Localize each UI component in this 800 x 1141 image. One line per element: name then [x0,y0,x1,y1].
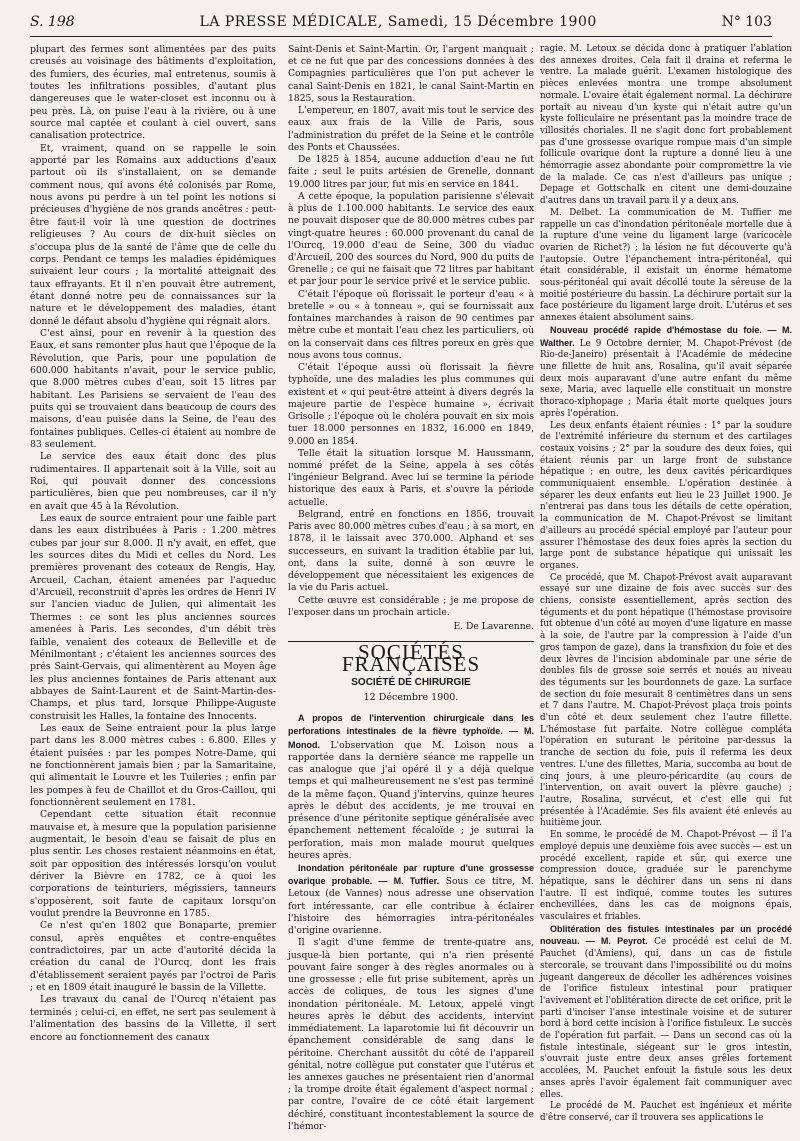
paragraph: plupart des fermes sont alimentées par des puits creusés au voisinage des bâtiments d'exploitation, des fumiers, des écuries, mal entretenus, soumis à toutes les infiltrations possibles, d'autant plus dangereuses que le water-closet est inconnu ou à peu près. Là, on puise l'eau à la rivière, ou à une source mal captée et coulant à ciel ouvert, sans canalisation protectrice. [30,44,276,142]
column-3 [540,44,792,1125]
paragraph: C'était l'époque où florissait le porteur d'eau « à bretelle » ou « à tonneau », qui se fournissait aux fontaines marchandes à raison de 90 centimes par mètre cube et montait l'eau chez les particuliers, où on la conservait dans ces filtres poreux en grès que nous avons tous connus. [288,288,534,361]
column-1 [30,44,276,1044]
paragraph: Il s'agit d'une femme de trente-quatre ans, jusque-là bien portante, qui n'a rien présenté pouvant faire songer à des règles anormales ou à une grossesse ; elle fut prise subitement, après un accès de coliques, de tous les signes d'une inondation péritonéale. M. Letoux, appelé vingt heures après le début des accidents, intervint immédiatement. La laparotomie lui fit découvrir un épanchement considérable de sang dans le péritoine. Cherchant aussitôt du côté de l'appareil génital, notre collègue put constater que l'utérus et les annexes gauches ne présentaient rien d'anormal ; la trompe droite était également d'aspect normal ; par contre, l'ovaire de ce côté était largement déchiré, constituant incontestablement la source de l'hémor- [288,937,534,1132]
article-title: Oblitération des fistules intestinales par un procédé nouveau. — M. Peyrot. [540,923,792,947]
article-paragraph [540,924,792,1102]
paragraph: Cette œuvre est considérable ; je me propose de l'exposer dans un prochain article. [288,594,534,618]
paragraph: Et, vraiment, quand on se rappelle le soin apporté par les Romains aux adductions d'eaux partout où ils s'installaient, on se demande comment nous, qui avons été colonisés par Rome, nous avons pu perdre à un tel point les notions si précieuses d'hygiène de nos grands ancêtres : peut-être faut-il voir là une question de doctrines religieuses ? Au cours de dix-huit siècles on s'occupa plus de la santé de l'âme que de celle du corps. Pendant ce temps les maladies épidémiques suivaient leur cours ; la mortalité atteignait des taux effrayants. Et il n'en pouvait être autrement, étant donné notre peu de connaissances sur la nature et le développement des maladies, étant donné le défaut absolu d'hygiène qui régnait alors. [30,142,276,327]
paragraph: Les eaux de source entraient pour une faible part dans les eaux distribuées à Paris : 1.200 mètres cubes par jour sur 8.000. Il n'y avait, en effet, que les sources dites du Midi et celles du Nord. Les premières provenant des coteaux de Rengis, Hay, Arcueil, Cachan, étaient amenées par l'aqueduc d'Arcueil, reconstruit d'après les ordres de Henri IV sur l'ancien viaduc de Julien, qui alimentait les Thermes : ce sont les plus anciennes sources amenées à Paris. Les secondes, d'un débit très faible, venaient des coteaux de Belleville et de Ménilmontant ; c'étaient les anciennes sources des prés Saint-Gervais, qui alimentèrent au Moyen âge les plus anciennes fontaines de Paris attenant aux abbayes de Saint-Laurent et de Saint-Martin-des-Champs, et plus tard, lorsque Philippe-Auguste construisit les Halles, la fontaine des Innocents. [30,513,276,722]
paragraph: Ce n'est qu'en 1802 que Bonaparte, premier consul, après enquêtes et contre-enquêtes contradictoires, par un acte d'autorité décida la création du canal de l'Ourcq, dont les frais d'établissement seraient payés par l'octroi de Paris ; et en 1809 était inauguré le bassin de la Villette. [30,920,276,994]
section-heading: SOCIÉTÉS FRANÇAISES [341,640,481,677]
page-number: S. 198 [30,14,75,30]
paragraph: Belgrand, entré en fonctions en 1856, trouvait Paris avec 80.000 mètres cubes d'eau ; à sa mort, en 1878, il le laissait avec 370.000. Alphand et ses successeurs, en suivant la tradition établie par lui, ont, dans la suite, donné à son œuvre le développement que nécessitaient les exigences de la vie du Paris actuel. [288,508,534,594]
paragraph: Le procédé de M. Pauchet est ingénieux et mérite d'être conservé, car il trouvera ses applications le [540,1101,792,1123]
session-date: 12 Décembre 1900. [363,691,459,703]
paragraph: Saint-Denis et Saint-Martin. Or, l'argent manquait ; et ce ne fut que par des concessions données à des Compagnies particulières que l'on put achever le canal Saint-Denis en 1821, le canal Saint-Martin en 1825, sous la Restauration. [288,44,534,104]
journal-title: LA PRESSE MÉDICALE, Samedi, 15 Décembre 1900 [199,14,597,30]
article-text: Sous ce titre, M. Letoux (de Vannes) nous adresse une observation fort intéressante, car elle contribue à éclairer l'histoire des hémorragies intra-péritonéales d'origine ovarienne. [288,876,534,937]
article-title: A propos de l'intervention chirurgicale dans les perforations intestinales de la fièvre typhoïde. — M. Monod. [288,713,534,750]
article-paragraph [540,325,792,421]
paragraph: Les travaux du canal de l'Ourcq n'étaient pas terminés ; celui-ci, en effet, ne sert pas seulement à l'alimentation des bassins de la Villette, il sert encore au fonctionnement des canaux [30,994,276,1043]
paragraph: L'empereur, en 1807, avait mis tout le service des eaux aux frais de la Ville de Paris, sous l'administration du préfet de la Seine et le contrôle des Ponts et Chaussées. [288,105,534,153]
article-text: Ce procédé est celui de M. Pauchet (d'Amiens), qui, dans un cas de fistule stercorale, se trouvant dans l'impossibilité ou du moins jugeant dangereux de décoller les adhérences voisines de l'orifice fistuleux intestinal pour pratiquer l'avivement et l'oblitération directe de cet orifice, prit le parti d'inciser l'anse intestinale voisine et de suturer bord à bord cette incision à l'orifice fistuleux. Le succès de l'opération fut parfait. — Dans un second cas où la fistule intestinale, siégeant sur le gros intestin, s'ouvrait juste entre deux anses grêles fortement accolées, M. Pauchet enfouit la fistule sous les deux anses après l'avoir également fait communiquer avec elles. [540,937,792,1100]
paragraph: Ce procédé, que M. Chapot-Prévost avait auparavant essayé sur une dizaine de fois avec succès sur des chiens, consiste essentiellement, après section des téguments et du pont hépatique (l'hémostase provisoire fut obtenue d'un côté au moyen d'une ligature en masse à la soie, de l'autre par la compression à l'aide d'un gros tampon de gaze), dans la transfixion du foie et des deux lèvres de l'incision abdominale par une série de doubles fils de grosse soie serrés et noués au niveau des téguments sur les bourdonnets de gaze. La surface de section du foie mesurait 8 centimètres dans un sens et 7 dans l'autre. M. Chapot-Prévost plaça trois points d'un côté et deux seulement chez l'autre fillette. L'hémostase fut parfaite. Notre collègue compléta l'opération en suturant le péritoine par-dessus la tranche de section du foie, puis il referma les deux ventres. L'une des fillettes, Maria, succomba au bout de cinq jours, à une pleuro-péricardite (au cours de l'intervention, on avait ouvert la plèvre gauche) ; l'autre, Rosalina, survécut, et c'est elle qui fut présentée à l'Académie. Ses fils avaient été enlevés au huitième jour. [540,572,792,829]
society-name: SOCIÉTÉ DE CHIRURGIE [351,676,471,688]
paragraph: En somme, le procédé de M. Chapot-Prévost — il l'a employé depuis une deuxième fois avec succès — est un procédé excellent, rapide et sûr, qui exerce une compression douce, graduée sur le parenchyme hépatique, sans le déchirer dans un sens ni dans l'autre. Il est indiqué, comme toutes les sutures enchevillées, dans les cas de moignons épais, vasculaires et friables. [540,830,792,923]
article-paragraph [288,712,534,862]
paragraph: M. Delbet. La communication de M. Tuffier me rappelle un cas d'inondation péritonéale mortelle due à la rupture d'une veine du ligament large (varicocèle ovarien de Richet?) ; la lésion ne fut découverte qu'à l'autopsie. Outre l'épanchement intra-péritonéal, qui était considérable, il existait un énorme hématome sous-péritonéal qui avait décollé toute la séreuse de la moitié postérieure du bassin. La déchirure portait sur la face postérieure du ligament large droit. L'utérus et ses annexes étaient absolument sains. [540,207,792,324]
paragraph: ragie. M. Letoux se décida donc à pratiquer l'ablation des annexes droites. Cela fait il draina et referma le ventre. La malade guérit. L'examen histologique des pièces enlevées montra une trompe absolument normale. L'ovaire était également normal. La déchirure portait au niveau d'un kyste qui n'était autre qu'un kyste folliculaire ne présentant pas la moindre trace de villosités choriales. Il ne s'agit donc fort probablement pas d'une grossesse ovarique rompue mais d'un simple follicule ovarique dont la rupture a donné lieu à une hémorragie assez abondante pour compromettre la vie de la malade. Ce cas n'est d'ailleurs pas unique ; Depage et Gottschalk en citent une demi-douzaine d'autres dans un travail paru il y a deux ans. [540,44,792,207]
article-text: L'observation que M. Loison nous a rapportée dans la dernière séance me rappelle un cas analogue que j'ai opéré il y a déjà quelque temps et qui malheureusement ne s'est pas terminé de la même façon. Quand j'intervins, quinze heures après le début des accidents, je me trouvai en présence d'une péritonite septique généralisée avec épanchement nettement fécaloïde ; je suturai la perforation, mais mon malade mourut quelques heures après. [288,739,534,861]
article-title: Nouveau procédé rapide d'hémostase du foie. — M. Walther. [540,324,792,348]
paragraph: C'est ainsi, pour en revenir à la question des Eaux, et sans remonter plus haut que l'époque de la Révolution, que Paris, pour une population de 600.000 habitants n'avait, pour le service public, que 8.000 mètres cubes d'eau, soit 15 litres par habitant. Les Parisiens se servaient de l'eau des puits qui se trouvaient dans beaucoup de cours des maisons, d'eau puisée dans la Seine, de l'eau des fontaines publiques. Celles-ci étaient au nombre de 83 seulement. [30,327,276,450]
paragraph: Cependant cette situation était reconnue mauvaise et, à mesure que la population parisienne augmentait, le besoin d'eau se faisait de plus en plus sentir. Les choses restaient néanmoins en état, soit par opposition des intéressés lorsqu'on voulut dériver la Bièvre en 1782, ce à quoi les corporations de teinturiers, mégissiers, tanneurs s'opposèrent, soit faute de capitaux lorsqu'on voulut prendre la Beuvronne en 1785. [30,809,276,920]
paragraph: Telle était la situation lorsque M. Haussmann, nommé préfet de la Seine, appela à ses côtés l'ingénieur Belgrand. Avec lui se termine la période historique des eaux à Paris, et s'ouvre la période actuelle. [288,447,534,508]
paragraph: De 1825 à 1854, aucune adduction d'eau ne fut faite ; seul le puits artésien de Grenelle, donnant 19.000 litres par jour, fut mis en service en 1841. [288,154,534,190]
paragraph: Le service des eaux était donc des plus rudimentaires. Il appartenait soit à la Ville, soit au Roi, qui pouvait donner des concessions particulières, bien que peu nombreuses, car il n'y en avait que 45 à la Révolution. [30,451,276,512]
article-text: Le 9 Octobre dernier, M. Chapot-Prévost (de Rio-de-Janeiro) présentait à l'Académie de médecine une fillette de huit ans, Rosalina, qu'il avait séparée deux mois auparavant d'une autre enfant du même sexe, Maria, avec laquelle elle constituait un monstre thoraco-xiphopage ; Maria était morte quelques jours après l'opération. [540,338,792,419]
article-title: Inondation péritonéale par rupture d'une grossesse ovarique probable. — M. Tuffier. [288,863,534,887]
paragraph: A cette époque, la population parisienne s'élevait à plus de 1.100.000 habitants. Le service des eaux ne pouvait disposer que de 80.000 mètres cubes par vingt-quatre heures : 60.000 provenant du canal de l'Ourcq, 19.000 d'eau de Seine, 300 du viaduc d'Arcueil, 200 des sources du Nord, 900 du puits de Grenelle ; ce qui ne faisait que 72 litres par habitant et par jour pour le service privé et le service public. [288,190,534,288]
paragraph: C'était l'époque aussi où florissait la fièvre typhoïde, une des maladies les plus communes qui existent et « qui peut-être atteint à divers degrés la majeure partie de l'espèce humaine », écrivait Grisolle ; l'époque où le choléra pouvait en six mois tuer 18.000 personnes en 1832, 16.000 en 1849, 9.000 en 1854. [288,362,534,447]
author-signature: E. De Lavarenne. [453,621,534,633]
article-paragraph [288,862,534,937]
column-2 [288,44,534,1133]
paragraph: Les deux enfants étaient réunies : 1° par la soudure de l'extrémité inférieure du sternum et des cartilages costaux voisins ; 2° par la soudure des deux foies, qui étaient réunis par un large front de substance hépatique ; en outre, les deux cavités péricardiques communiquaient ensemble. L'opération destinée à séparer les deux enfants eut lieu le 23 Juillet 1900. Je n'entrerai pas dans tous les détails de cette opération, la communication de M. Chapot-Prévost se limitant d'ailleurs au procédé spécial employé par l'auteur pour assurer l'hémostase des deux foies après la section du large pont de substance hépatique qui unissait les organes. [540,420,792,571]
paragraph: Les eaux de Seine entraient pour la plus large part dans les 8.000 mètres cubes : 6.800. Elles y étaient puisées : par les pompes Notre-Dame, qui ne fonctionnèrent jamais bien ; par la Samaritaine, qui alimentait le Louvre et les Tuileries ; enfin par les pompes à feu de Chaillot et du Gros-Caillou, qui fonctionnèrent seulement en 1781. [30,722,276,808]
issue-number: N° 103 [721,14,772,30]
page-header [30,14,772,37]
